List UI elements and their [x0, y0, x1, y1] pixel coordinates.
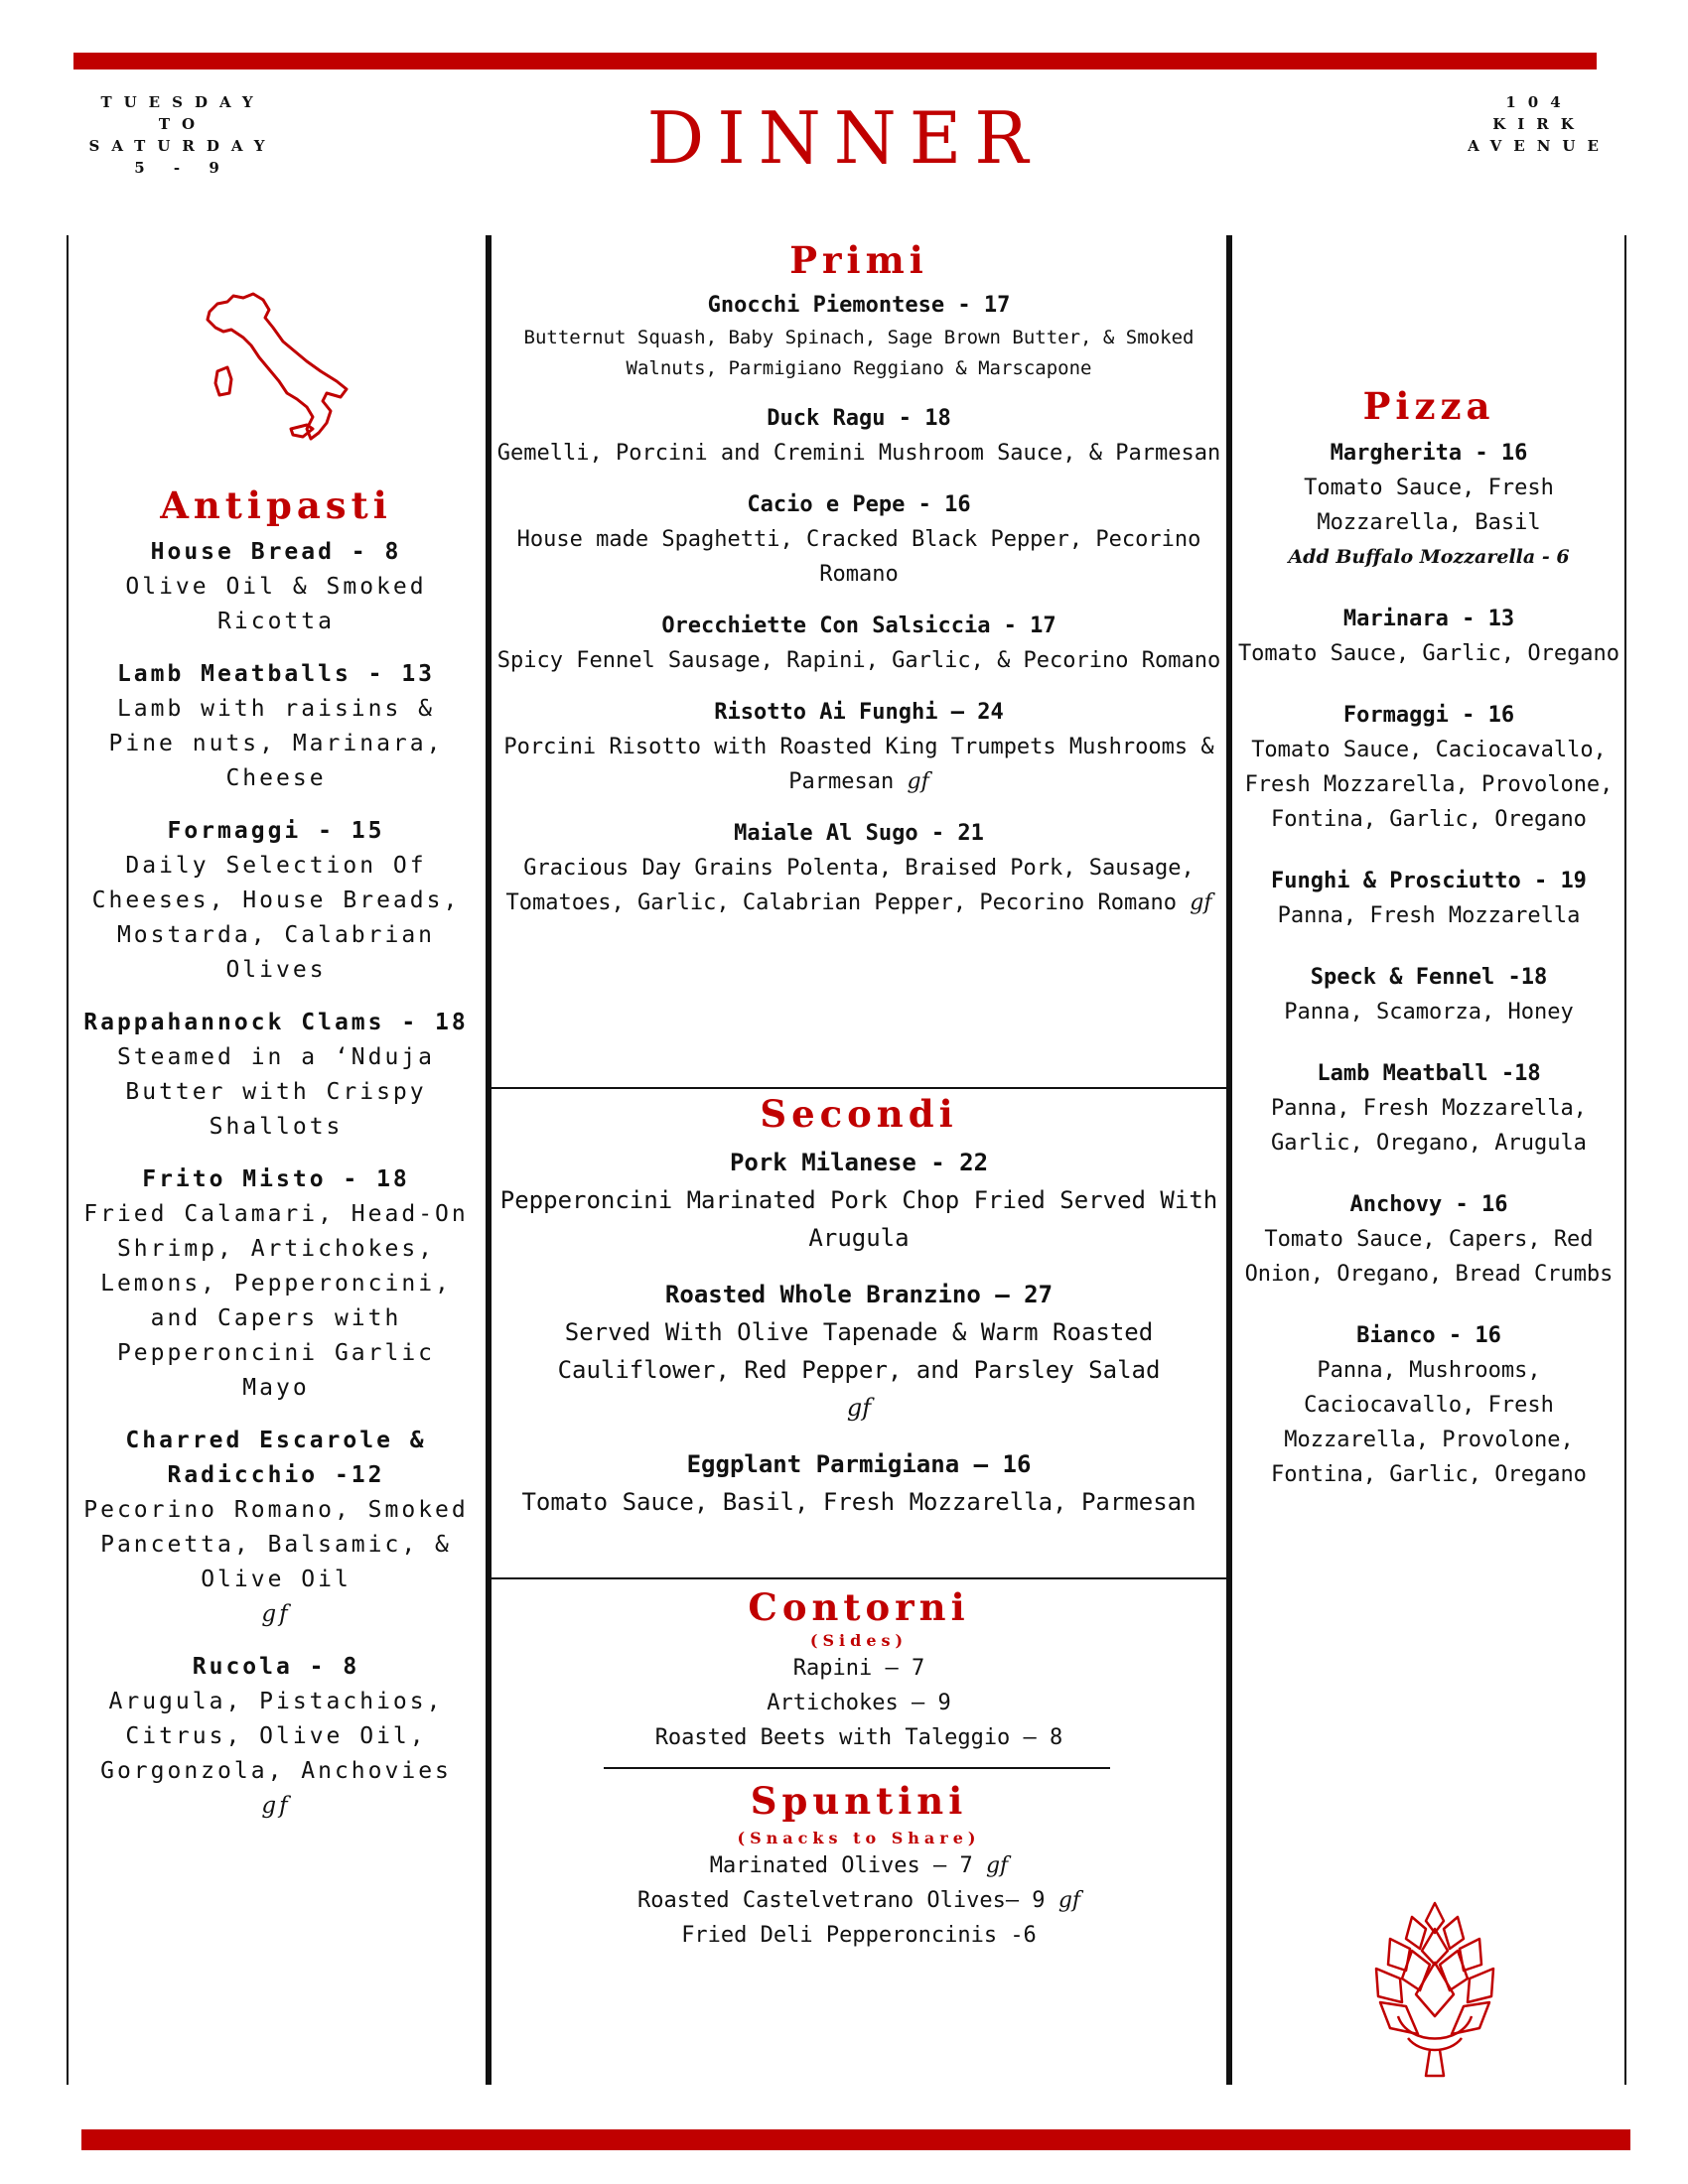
- menu-item-desc: Panna, Fresh Mozzarella: [1277, 903, 1581, 928]
- menu-item-name: Roasted Whole Branzino – 27: [664, 1281, 1054, 1308]
- menu-item-name: Gnocchi Piemontese - 17: [707, 293, 1011, 318]
- menu-item-name: Rappahannock Clams - 18: [83, 1010, 469, 1035]
- menu-item-desc: Gemelli, Porcini and Cremini Mushroom Sauce, & Parmesan: [496, 441, 1221, 466]
- menu-item-name: Risotto Ai Funghi – 24: [714, 700, 1004, 725]
- contorni-subtitle: (Sides): [809, 1631, 909, 1650]
- menu-item: [1236, 698, 1621, 837]
- menu-item-desc: Tomato Sauce, Basil, Fresh Mozzarella, Parmesan: [521, 1488, 1196, 1516]
- menu-item-desc: Gracious Day Grains Polenta, Braised Pork, Sausage, Tomatoes, Garlic, Calabrian Pepper, Pecorino Romano: [505, 856, 1195, 915]
- gluten-free-mark: gf: [261, 1601, 291, 1627]
- gluten-free-mark: gf: [1057, 1888, 1081, 1913]
- hours-block: [73, 91, 292, 179]
- menu-item-desc: Tomato Sauce, Fresh Mozzarella, Basil: [1304, 476, 1554, 535]
- list-item: [496, 1848, 1221, 1883]
- contorni-section: [496, 1583, 1221, 1755]
- top-red-bar: [73, 53, 1597, 69]
- list-item: Roasted Beets with Taleggio – 8: [654, 1725, 1063, 1750]
- menu-item-name: Rucola - 8: [192, 1654, 360, 1680]
- menu-item-desc: House made Spaghetti, Cracked Black Pepper, Pecorino Romano: [516, 527, 1201, 587]
- menu-item-name: Cacio e Pepe - 16: [747, 492, 971, 517]
- artichoke-icon: [1368, 1899, 1502, 2078]
- address-line: KIRK: [1492, 115, 1586, 133]
- menu-item-desc: Olive Oil & Smoked Ricotta: [125, 574, 427, 634]
- section-divider: [492, 1577, 1226, 1579]
- menu-item-desc: Tomato Sauce, Capers, Red Onion, Oregano, Bread Crumbs: [1244, 1227, 1614, 1287]
- column-divider: [1624, 235, 1626, 2085]
- menu-item-name: Bianco - 16: [1356, 1323, 1501, 1348]
- menu-item: [496, 288, 1221, 384]
- page-title: DINNER: [646, 96, 1042, 180]
- menu-item: [75, 814, 477, 988]
- menu-item-desc: Steamed in a ‘Nduja Butter with Crispy Shallots: [116, 1044, 436, 1140]
- menu-item: [496, 1276, 1221, 1427]
- contorni-title: Contorni: [748, 1585, 970, 1629]
- menu-item-desc: Tomato Sauce, Garlic, Oregano: [1237, 641, 1620, 666]
- menu-item: [496, 1445, 1221, 1521]
- address-line: AVENUE: [1468, 137, 1611, 155]
- list-item: Rapini – 7: [792, 1656, 925, 1681]
- menu-item: [75, 1006, 477, 1145]
- menu-item-desc: Porcini Risotto with Roasted King Trumpets Mushrooms & Parmesan: [503, 735, 1214, 794]
- column-divider: [1226, 235, 1232, 2085]
- hours-line: TO: [158, 115, 208, 133]
- menu-item: [75, 1162, 477, 1406]
- address-line: 104: [1505, 93, 1573, 111]
- menu-item-desc: Pepperoncini Marinated Pork Chop Fried Served With Arugula: [499, 1186, 1218, 1252]
- gluten-free-mark: gf: [261, 1793, 291, 1819]
- section-divider: [604, 1767, 1110, 1769]
- menu-item: [496, 609, 1221, 678]
- pizza-column: [1236, 382, 1621, 1519]
- menu-item-name: Charred Escarole & Radicchio -12: [125, 1428, 427, 1488]
- menu-item-desc: Pecorino Romano, Smoked Pancetta, Balsamic, & Olive Oil: [83, 1497, 469, 1592]
- menu-item-name: Marinara - 13: [1342, 607, 1515, 631]
- menu-item-name: Speck & Fennel -18: [1310, 965, 1548, 990]
- gluten-free-mark: gf: [985, 1853, 1009, 1878]
- menu-item: [1236, 1187, 1621, 1292]
- menu-item-name: Formaggi - 15: [167, 818, 385, 844]
- middle-column: [496, 236, 1221, 1948]
- menu-item: [496, 401, 1221, 471]
- menu-item-name: Orecchiette Con Salsiccia - 17: [661, 614, 1056, 638]
- menu-item-name: House Bread - 8: [150, 539, 402, 565]
- menu-item: [1236, 1318, 1621, 1492]
- primi-section: [496, 236, 1221, 920]
- menu-item: [75, 657, 477, 796]
- menu-item: [496, 1144, 1221, 1257]
- antipasti-column: [75, 481, 477, 1842]
- menu-item-name: Lamb Meatball -18: [1317, 1061, 1541, 1086]
- hours-line: 5 - 9: [134, 159, 231, 177]
- list-item-text: Roasted Castelvetrano Olives– 9: [636, 1888, 1046, 1913]
- column-divider: [67, 235, 69, 2085]
- list-item-text: Marinated Olives – 7: [709, 1853, 973, 1878]
- menu-item-desc: Arugula, Pistachios, Citrus, Olive Oil, Gorgonzola, Anchovies: [100, 1689, 452, 1784]
- menu-item-name: Formaggi - 16: [1342, 703, 1515, 728]
- menu-item-desc: Tomato Sauce, Caciocavallo, Fresh Mozzarella, Provolone, Fontina, Garlic, Oregano: [1244, 738, 1614, 832]
- menu-item-name: Margherita - 16: [1330, 441, 1528, 466]
- menu-item-desc: Panna, Scamorza, Honey: [1284, 1000, 1574, 1024]
- hours-line: TUESDAY: [100, 93, 265, 111]
- secondi-section: [496, 1090, 1221, 1540]
- menu-item: [1236, 602, 1621, 671]
- primi-title: Primi: [789, 238, 928, 282]
- menu-item-desc: Panna, Mushrooms, Caciocavallo, Fresh Mozzarella, Provolone, Fontina, Garlic, Oregano: [1271, 1358, 1587, 1487]
- menu-item-desc: Butternut Squash, Baby Spinach, Sage Brown Butter, & Smoked Walnuts, Parmigiano Reggiano & Marscapone: [523, 327, 1195, 379]
- menu-item: [496, 487, 1221, 592]
- menu-item: [1236, 1056, 1621, 1160]
- antipasti-title: Antipasti: [160, 483, 392, 527]
- menu-item-desc: Daily Selection Of Cheeses, House Breads, Mostarda, Calabrian Olives: [91, 853, 461, 983]
- spuntini-title: Spuntini: [750, 1779, 968, 1823]
- spuntini-subtitle: (Snacks to Share): [737, 1829, 981, 1847]
- menu-item: [75, 535, 477, 639]
- menu-item: [75, 1424, 477, 1632]
- menu-item: [496, 816, 1221, 920]
- gluten-free-mark: gf: [907, 769, 929, 794]
- menu-item-name: Funghi & Prosciutto - 19: [1271, 869, 1587, 893]
- menu-item-name: Eggplant Parmigiana – 16: [686, 1450, 1032, 1478]
- menu-item-name: Frito Misto - 18: [142, 1166, 410, 1192]
- menu-item-name: Pork Milanese - 22: [729, 1149, 989, 1176]
- menu-item-note: Add Buffalo Mozzarella - 6: [1288, 546, 1570, 568]
- hours-line: SATURDAY: [88, 137, 277, 155]
- gluten-free-mark: gf: [846, 1394, 872, 1422]
- menu-item-desc: Panna, Fresh Mozzarella, Garlic, Oregano, Arugula: [1271, 1096, 1587, 1156]
- menu-item-name: Maiale Al Sugo - 21: [734, 821, 984, 846]
- italy-map-icon: [204, 290, 352, 444]
- menu-item-desc: Lamb with raisins & Pine nuts, Marinara, Cheese: [108, 696, 444, 791]
- list-item-text: Fried Deli Pepperoncinis -6: [681, 1923, 1037, 1948]
- menu-item: [496, 695, 1221, 799]
- list-item: [496, 1918, 1221, 1953]
- menu-item-desc: Fried Calamari, Head-On Shrimp, Artichokes, Lemons, Pepperoncini, and Capers with Pepperoncini Garlic Mayo: [83, 1201, 469, 1401]
- menu-item-name: Lamb Meatballs - 13: [116, 661, 436, 687]
- menu-item: [75, 1650, 477, 1824]
- menu-item-desc: Spicy Fennel Sausage, Rapini, Garlic, & Pecorino Romano: [496, 648, 1221, 673]
- address-block: [1430, 91, 1648, 157]
- menu-item: [1236, 436, 1621, 575]
- section-divider: [492, 1087, 1226, 1089]
- gluten-free-mark: gf: [1190, 890, 1212, 915]
- list-item: [496, 1883, 1221, 1918]
- menu-item-name: Duck Ragu - 18: [767, 406, 951, 431]
- menu-item-desc: Served With Olive Tapenade & Warm Roasted Cauliflower, Red Pepper, and Parsley Salad: [557, 1318, 1161, 1384]
- secondi-title: Secondi: [760, 1092, 958, 1136]
- menu-item: [1236, 960, 1621, 1029]
- bottom-red-bar: [81, 2129, 1630, 2150]
- spuntini-section: [496, 1777, 1221, 1953]
- pizza-title: Pizza: [1362, 384, 1495, 428]
- menu-item: [1236, 864, 1621, 933]
- list-item: Artichokes – 9: [767, 1691, 951, 1715]
- column-divider: [486, 235, 492, 2085]
- menu-item-name: Anchovy - 16: [1349, 1192, 1508, 1217]
